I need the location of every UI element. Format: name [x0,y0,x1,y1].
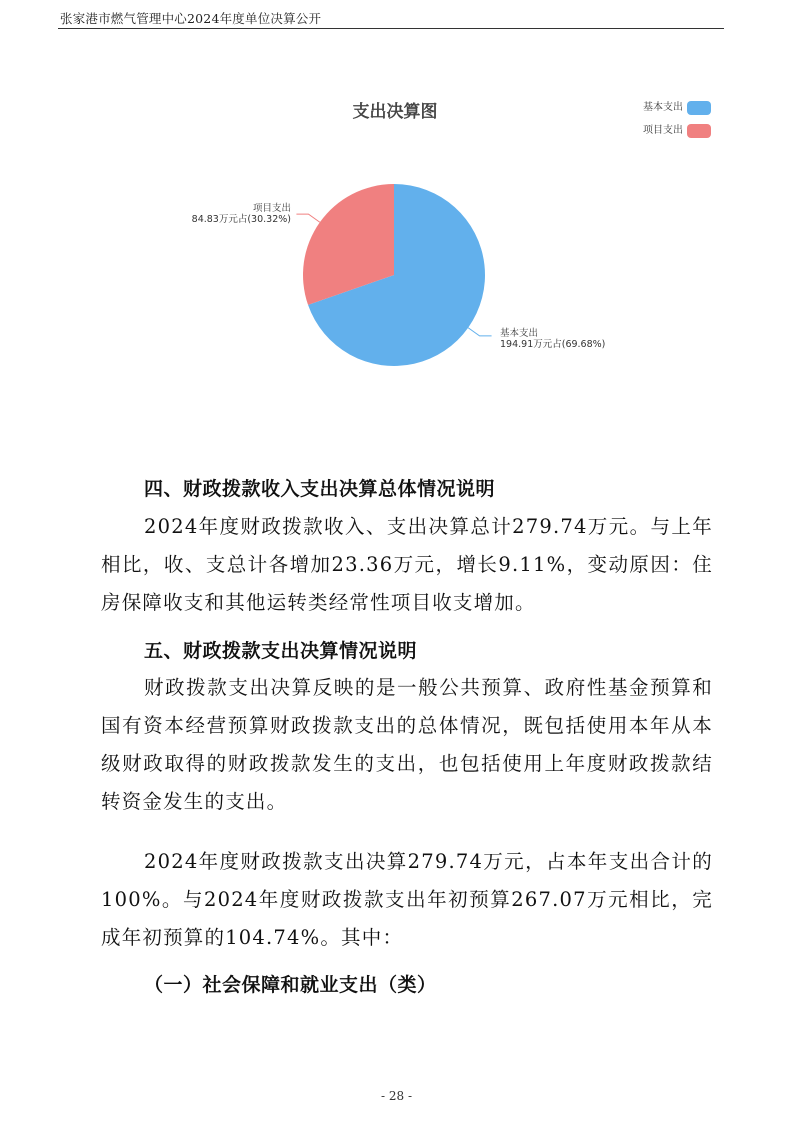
page-number: - 28 - [380,1089,412,1103]
pie-svg [0,0,793,440]
pie-label-project [192,203,291,225]
pie-label-basic-value: 194.91万元占(69.68%) [500,339,606,350]
legend-label-basic: 基本支出 [643,102,683,113]
section-4-paragraph: 2024年度财政拨款收入、支出决算总计279.74万元。与上年相比，收、支总计各增加23.36万元，增长9.11%，变动原因：住房保障收支和其他运转类经常性项目收支增加。 [101,515,713,614]
section-4-heading: 四、财政拨款收入支出决算总体情况说明 [144,478,496,500]
pie-label-basic-name: 基本支出 [500,328,539,339]
chart-title: 支出决算图 [352,102,438,122]
running-header: 张家港市燃气管理中心2024年度单位决算公开 [60,11,322,26]
leader-line-basic [468,328,491,336]
section-5-heading: 五、财政拨款支出决算情况说明 [144,640,418,662]
pie-label-project-name: 项目支出 [252,203,291,214]
subsection-1-heading: （一）社会保障和就业支出（类） [144,974,437,996]
pie-label-project-value: 84.83万元占(30.32%) [191,214,291,225]
pie-label-basic [500,328,605,350]
expense-pie-chart [0,0,793,440]
section-5-paragraph-2: 2024年度财政拨款支出决算279.74万元，占本年支出合计的100%。与2024年度财政拨款支出年初预算267.07万元相比，完成年初预算的104.74%。其中： [101,850,713,949]
section-5-paragraph-1: 财政拨款支出决算反映的是一般公共预算、政府性基金预算和国有资本经营预算财政拨款支出的总体情况，既包括使用本年从本级财政取得的财政拨款发生的支出，也包括使用上年度财政拨款结转资金发生的支出。 [101,676,713,813]
legend-label-project: 项目支出 [643,125,683,136]
leader-line-project [296,214,319,222]
